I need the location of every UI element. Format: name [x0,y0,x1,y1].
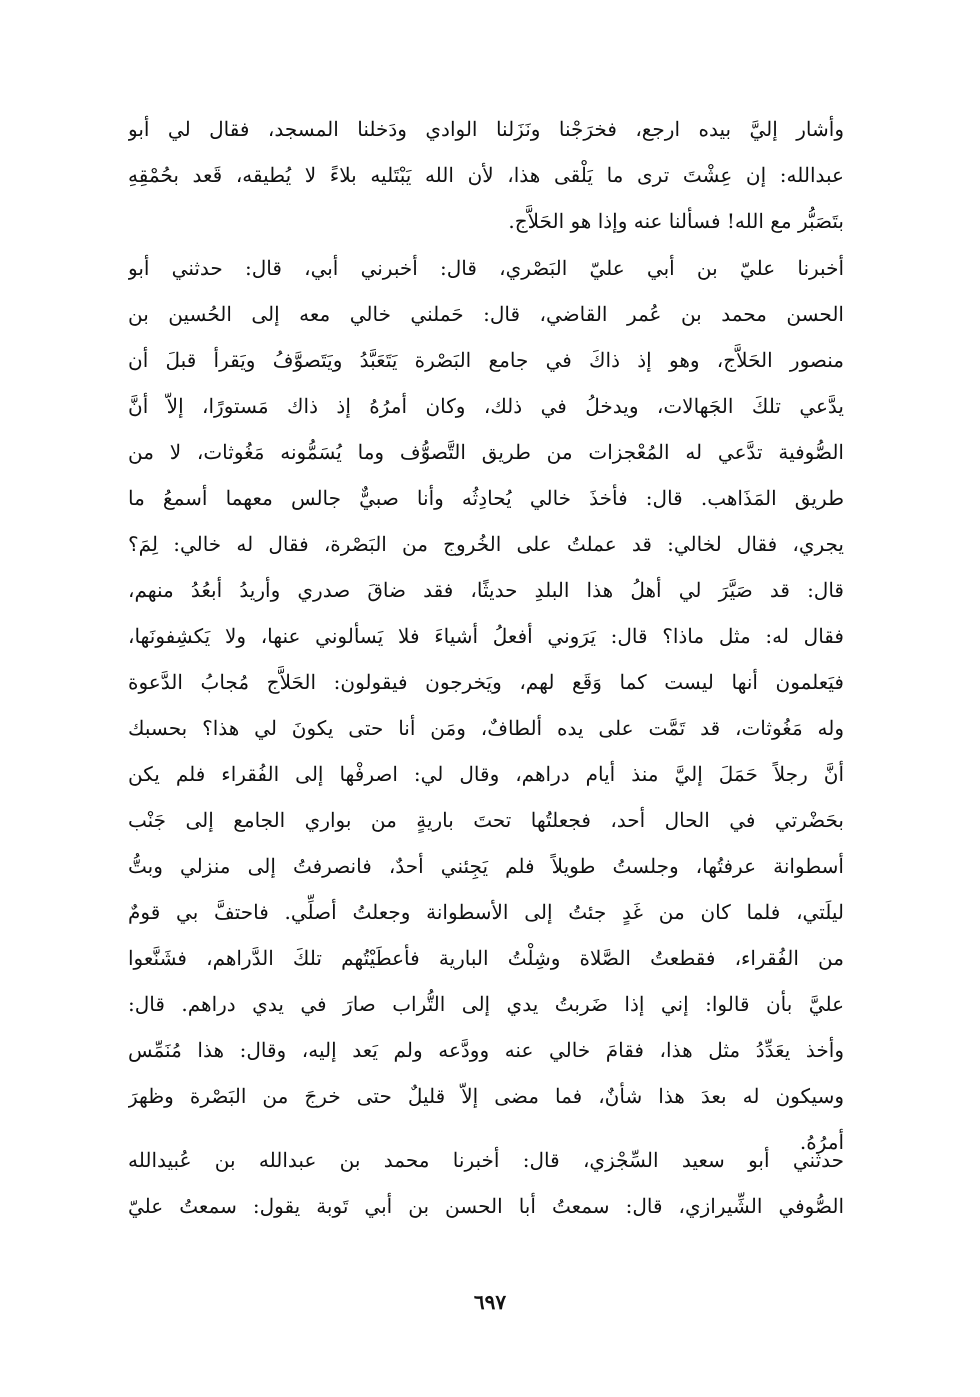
text-line: فقال له: مثل ماذا؟ قال: يَرَوني أفعلُ أشياءَ فلا يَسألوني عنها، ولا يَكشِفونَها، [128,624,844,648]
text-line: منصور الحَلاَّج، وهو إذ ذاكَ في جامع البَصْرة يَتَعَبَّدُ ويَتَصوَّفُ ويَقرأ قبلَ أن [128,348,844,372]
text-line: يجري، فقال لخالي: قد عملتُ على الخُروج من البَصْرة، فقال له خالي: لِمَ؟ [128,532,844,556]
text-line: عليَّ بأن قالوا: إني إذا ضَربتُ يدي إلى التُّراب صارَ في يدي دراهم. قال: [128,992,844,1016]
text-line: فيَعلمون أنها ليست كما وَقَع لهم، ويَخرجون فيقولون: الحَلاَّج مُجابُ الدَّعوة [128,670,844,694]
paragraph-2 [128,245,844,1165]
text-line: الصُّوفي الشِّيرازي، قال: سمعتُ أبا الحسن بن أبي تَوبة يقول: سمعتُ عليّ [128,1194,844,1218]
text-line: وأشار إليَّ بيده ارجع، فخرَجْنا ونَزَلنا الوادي ودَخلنا المسجد، فقال لي أبو [128,117,844,141]
text-line: قال: قد صَيَّرَ لي أهلُ هذا البلدِ حديثًا، فقد ضاقَ صدري وأريدُ أبعُدُ منهم، [128,578,844,602]
text-line: يدَّعي تلكَ الجَهالات، ويدخلُ في ذلك، وكان أمرُهُ إذ ذاك مَستورًا، إلاّ أنَّ [128,394,844,418]
text-line: أمرُهُ. [799,1130,844,1154]
page-number: ٦٩٧ [473,1290,507,1314]
text-line: وأخذ يعَدِّدُ مثل هذا، فقامَ خالي عنه وودَّعه ولم يَعد إليه، وقال: هذا مُنَمِّس [128,1038,844,1062]
text-line: طريق المَذَاهب. قال: فأخذَ خالي يُحادِثُه وأنا صبيٌّ جالس معهما أسمعُ ما [128,486,844,510]
text-line: بتَصَبُّر مع الله! فسألنا عنه وإذا هو الحَلاَّج. [508,209,844,233]
text-line: بحَضْرتي في الحال أحد، فجعلتُها تحتَ باريةٍ من بواري الجامع إلى جَنْب [128,808,844,832]
paragraph-3 [128,1137,844,1229]
text-line: حدثني أبو سعيد السِّجْزي، قال: أخبرنا محمد بن عبدالله بن عُبيدالله [128,1148,844,1172]
text-line: أنَّ رجلاً حَمَلَ إليَّ منذ أيام دراهم، وقال لي: اصرفْها إلى الفُقراء فلم يكن [128,762,844,786]
text-line: ليلَتي، فلما كان من غَدٍ جئتُ إلى الأسطوانة وجعلتُ أصلِّي. فاحتفَّ بي قومٌ [128,900,844,924]
text-line: وسيكون له بعدَ هذا شأنٌ، فما مضى إلاّ قليلٌ حتى خرجَ من البَصْرة وظهرَ [128,1084,844,1108]
text-line: أسطوانة عرفتُها، وجلستُ طويلاً فلم يَجِئني أحدٌ، فانصرفتُ إلى منزلي وبتُّ [128,854,844,878]
paragraph-1 [128,106,844,244]
text-line: أخبرنا عليّ بن أبي عليّ البَصْري، قال: أخبرني أبي، قال: حدثني أبو [128,256,844,280]
text-line: الصُّوفية تدَّعي له المُعْجزات من طريق التَّصوُّف وما يُسَمُّونه مَغُوثات، لا من [128,440,844,464]
text-line: عبدالله: إن عِشْتَ ترى ما يَلْقى هذا، لأن الله يَبْتَليه بلاءً لا يُطيقه، قَعد بحُمْقِهِ [128,163,844,187]
text-line: الحسن محمد بن عُمر القاضي، قال: حَملني خالي معه إلى الحُسين بن [128,302,844,326]
text-line: وله مَغُوثات، قد تَمَّت على يده ألطافٌ، ومَن أنا حتى يكونَ لي هذا؟ بحسبك [128,716,844,740]
text-line: من الفُقراء، فقطعتُ الصَّلاة وشِلْتُ البارية فأعطَيْتُهم تلكَ الدَّراهم، فشَنَّعوا [128,946,844,970]
